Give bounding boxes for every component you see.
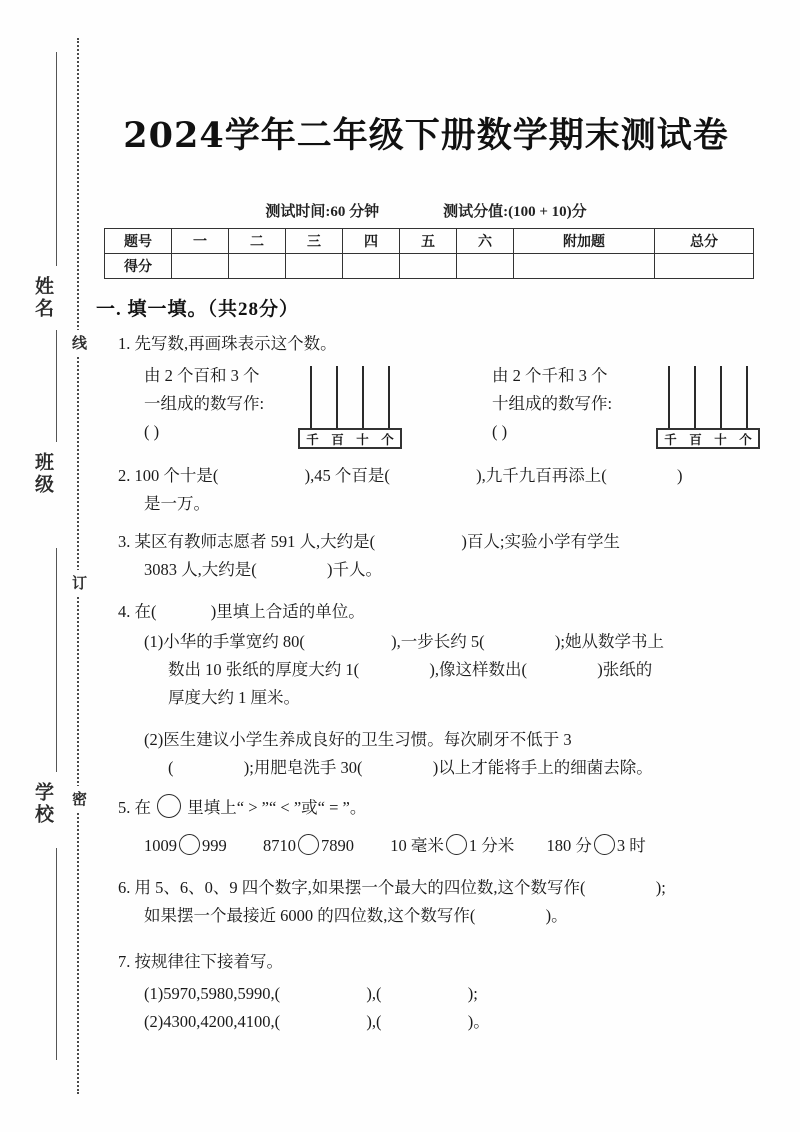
question-4-1-line-3: 厚度大约 1 厘米。 [168, 688, 300, 707]
seal-char-mi: 密 [66, 786, 90, 811]
question-7-text-f: )。 [467, 1012, 490, 1031]
question-4-2-text-c: )以上才能将手上的细菌去除。 [432, 758, 653, 777]
question-6-text-d: )。 [545, 906, 568, 925]
comparison-circle[interactable] [298, 834, 319, 855]
question-3-text-c: 3083 人,大约是( [144, 560, 257, 579]
abacus-rod-ones [388, 366, 390, 428]
abacus-rod-hundreds [336, 366, 338, 428]
abacus-left-base [298, 428, 402, 449]
page-title: 2024学年二年级下册数学期末测试卷 [123, 115, 729, 156]
question-2-line-1 [118, 462, 683, 489]
comparison-left-value: 1009 [144, 836, 177, 855]
abacus-rod-tens [362, 366, 364, 428]
cell-question-no-label: 题号 [105, 229, 172, 254]
abacus-label-tens: 十 [714, 432, 727, 447]
seal-char-xian: 线 [66, 330, 90, 355]
score-input-bonus[interactable] [514, 254, 655, 279]
score-input-q4[interactable] [343, 254, 400, 279]
question-7-text-c: ); [467, 984, 478, 1003]
abacus-rod-thousands [668, 366, 670, 428]
question-4-stem [118, 598, 365, 625]
seal-char-ding: 订 [66, 570, 90, 595]
cell-q5: 五 [400, 229, 457, 254]
question-4-1-text-f: )张纸的 [597, 660, 653, 679]
comparison-pair-4 [547, 836, 646, 855]
score-input-q6[interactable] [457, 254, 514, 279]
question-3-text-b: )百人;实验小学有学生 [461, 532, 620, 551]
question-4-2-line-1: (2)医生建议小学生养成良好的卫生习惯。每次刷牙不低于 3 [144, 730, 572, 749]
question-7-line-2 [144, 1008, 490, 1035]
abacus-right [656, 366, 760, 449]
cell-q3: 三 [286, 229, 343, 254]
question-2-text-b: ),45 个百是( [304, 466, 390, 485]
comparison-right-value: 7890 [321, 836, 354, 855]
cell-bonus: 附加题 [514, 229, 655, 254]
question-3-line-1 [118, 528, 620, 555]
abacus-label-thousands: 千 [306, 432, 319, 447]
student-name-label: 姓名 [32, 276, 54, 320]
cell-q4: 四 [343, 229, 400, 254]
question-4-1-line-2 [168, 656, 652, 683]
comparison-pair-3 [390, 836, 518, 855]
margin-rule-4 [56, 848, 57, 1060]
abacus-label-tens: 十 [356, 432, 369, 447]
question-6-text-c: 如果摆一个最接近 6000 的四位数,这个数写作( [144, 906, 476, 925]
comparison-circle[interactable] [446, 834, 467, 855]
table-row-scores [105, 254, 754, 279]
comparison-circle[interactable] [157, 794, 181, 818]
question-3-text-d: )千人。 [327, 560, 382, 579]
question-4-2-text-b: );用肥皂洗手 30( [243, 758, 363, 777]
question-2-line-2: 是一万。 [144, 494, 210, 513]
paper-content [96, 0, 800, 1132]
comparison-pair-2 [263, 836, 358, 855]
score-input-q2[interactable] [229, 254, 286, 279]
question-7-text-b: ),( [366, 984, 382, 1003]
comparison-circle[interactable] [594, 834, 615, 855]
abacus-left [298, 366, 402, 449]
margin-rule-1 [56, 52, 57, 266]
abacus-left-rods [298, 366, 402, 428]
question-2-text-d: ) [677, 466, 683, 485]
cell-q2: 二 [229, 229, 286, 254]
question-4-2-line-2 [168, 754, 653, 781]
abacus-label-ones: 个 [381, 432, 394, 447]
question-1-left-line-1: 由 2 个百和 3 个 [144, 366, 260, 385]
cell-q6: 六 [457, 229, 514, 254]
question-1-left-answer-blank[interactable]: ( ) [144, 422, 160, 441]
seal-dashed-line [77, 38, 79, 1094]
table-row-headers [105, 229, 754, 254]
score-input-q1[interactable] [172, 254, 229, 279]
score-input-total[interactable] [655, 254, 754, 279]
section-1-heading: 一. 填一填。（共28分） [96, 299, 300, 320]
question-1-left-line-2: 一组成的数写作: [144, 394, 265, 413]
score-input-q5[interactable] [400, 254, 457, 279]
abacus-rod-ones [746, 366, 748, 428]
margin-rule-3 [56, 548, 57, 772]
question-7-text-d: (2)4300,4200,4100,( [144, 1012, 281, 1031]
abacus-right-base [656, 428, 760, 449]
cell-q1: 一 [172, 229, 229, 254]
cell-total: 总分 [655, 229, 754, 254]
question-4-1-text-d: 数出 10 张纸的厚度大约 1( [168, 660, 360, 679]
question-7-text-e: ),( [366, 1012, 382, 1031]
comparison-right-value: 1 分米 [468, 836, 515, 855]
abacus-label-ones: 个 [739, 432, 752, 447]
question-6-line-1 [118, 874, 666, 901]
comparison-right-value: 3 时 [616, 836, 646, 855]
seal-margin [0, 0, 96, 1132]
exam-meta [96, 200, 756, 221]
question-4-text-a: 4. 在( [118, 602, 157, 621]
question-1-right-answer-blank[interactable]: ( ) [492, 422, 508, 441]
question-6-text-a: 6. 用 5、6、0、9 四个数字,如果摆一个最大的四位数,这个数写作( [118, 878, 586, 897]
score-table [104, 228, 754, 279]
question-3-line-2 [144, 556, 382, 583]
question-5-stem [118, 794, 366, 821]
abacus-label-hundreds: 百 [689, 432, 702, 447]
student-school-label: 学校 [32, 782, 54, 826]
question-4-1-text-b: ),一步长约 5( [391, 632, 485, 651]
exam-duration: 测试时间:60 分钟 [265, 204, 380, 220]
comparison-left-value: 180 分 [546, 836, 592, 855]
question-4-1-text-a: (1)小华的手掌宽约 80( [144, 632, 305, 651]
question-6-text-b: ); [655, 878, 666, 897]
question-2-text-a: 2. 100 个十是( [118, 466, 219, 485]
comparison-pair-1 [144, 836, 231, 855]
question-2-text-c: ),九千九百再添上( [476, 466, 607, 485]
question-1-right-line-1: 由 2 个千和 3 个 [492, 366, 608, 385]
question-1-right-line-2: 十组成的数写作: [492, 394, 613, 413]
score-input-q3[interactable] [286, 254, 343, 279]
question-7-stem: 7. 按规律往下接着写。 [118, 952, 283, 971]
question-4-1-line-1 [144, 628, 664, 655]
question-5-comparisons [144, 832, 646, 859]
question-4-text-b: )里填上合适的单位。 [210, 602, 365, 621]
question-4-2-text-a: ( [168, 758, 174, 777]
margin-rule-2 [56, 330, 57, 442]
abacus-rod-tens [720, 366, 722, 428]
question-6-line-2 [144, 902, 568, 929]
question-4-1-text-e: ),像这样数出( [429, 660, 527, 679]
abacus-label-thousands: 千 [664, 432, 677, 447]
abacus-label-hundreds: 百 [331, 432, 344, 447]
comparison-circle[interactable] [179, 834, 200, 855]
question-1-stem: 1. 先写数,再画珠表示这个数。 [118, 334, 337, 353]
question-7-text-a: (1)5970,5980,5990,( [144, 984, 281, 1003]
comparison-right-value: 999 [202, 836, 227, 855]
abacus-rod-thousands [310, 366, 312, 428]
comparison-left-value: 10 毫米 [390, 836, 444, 855]
abacus-right-rods [656, 366, 760, 428]
question-3-text-a: 3. 某区有教师志愿者 591 人,大约是( [118, 532, 376, 551]
question-5-text-b: 里填上“ > ”“ < ”或“ = ”。 [187, 798, 367, 817]
question-5-text-a: 5. 在 [118, 798, 151, 817]
question-7-line-1 [144, 980, 478, 1007]
exam-total-score: 测试分值:(100 + 10)分 [443, 204, 587, 220]
student-class-label: 班级 [32, 452, 54, 496]
question-4-1-text-c: );她从数学书上 [554, 632, 664, 651]
cell-score-label: 得分 [105, 254, 172, 279]
comparison-left-value: 8710 [263, 836, 296, 855]
abacus-rod-hundreds [694, 366, 696, 428]
